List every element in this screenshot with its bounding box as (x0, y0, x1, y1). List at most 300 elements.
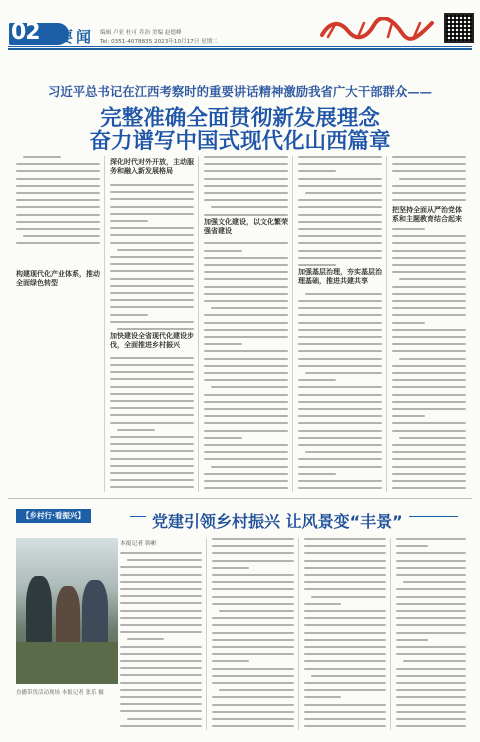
masthead-rule-thick (8, 48, 472, 50)
text-line (110, 486, 194, 488)
text-line (212, 711, 294, 713)
text-line (16, 178, 100, 180)
text-line (311, 596, 386, 598)
text-line (304, 617, 386, 619)
text-line (110, 386, 194, 388)
text-line (110, 414, 194, 416)
text-line (298, 444, 382, 446)
photo-figure (82, 580, 108, 646)
text-line (399, 278, 466, 280)
text-line (298, 242, 382, 244)
text-line (212, 617, 294, 619)
text-line (120, 610, 202, 612)
text-line (212, 696, 294, 698)
text-line (204, 415, 288, 417)
text-line (110, 465, 194, 467)
text-line (120, 696, 202, 698)
column-text (304, 538, 386, 730)
text-line (396, 545, 428, 547)
text-line (304, 660, 386, 662)
text-line (110, 278, 194, 280)
text-line (110, 321, 194, 323)
column-text (298, 156, 382, 492)
text-line (120, 602, 202, 604)
text-line (298, 458, 382, 460)
text-line (204, 163, 288, 165)
column-divider (206, 538, 207, 730)
text-line (304, 646, 386, 648)
story-separator (8, 498, 472, 499)
story2-column-4 (396, 538, 466, 730)
text-line (16, 163, 100, 165)
text-line (304, 603, 341, 605)
text-line (392, 300, 466, 302)
text-line (392, 466, 466, 468)
article-column-3 (204, 156, 288, 492)
subheading: 加快建设全省现代化建设步伐，全面推进乡村振兴 (110, 332, 194, 349)
text-line (212, 574, 294, 576)
text-line (120, 660, 202, 662)
subheading: 深化时代对外开放，主动服务和融入新发展格局 (110, 158, 194, 175)
text-line (392, 430, 466, 432)
text-line (392, 444, 466, 446)
text-line (298, 437, 382, 439)
text-line (110, 306, 194, 308)
text-line (120, 631, 202, 633)
text-line (110, 450, 194, 452)
text-line (298, 199, 382, 201)
text-line (204, 358, 288, 360)
text-line (219, 610, 294, 612)
column-text (212, 538, 294, 730)
text-line (204, 451, 288, 453)
text-line (204, 329, 288, 331)
text-line (204, 343, 242, 345)
text-line (110, 393, 194, 395)
text-line (392, 199, 466, 201)
text-line (392, 415, 425, 417)
text-line (298, 156, 382, 158)
editor-credits: 编辑 卢亚 杜可 乔治 美编 赵德峰 (100, 30, 182, 36)
text-line (16, 192, 100, 194)
text-line (298, 314, 382, 316)
text-line (304, 581, 386, 583)
text-line (120, 703, 202, 705)
text-line (392, 451, 466, 453)
text-line (212, 668, 294, 670)
text-line (204, 278, 288, 280)
text-line (110, 299, 194, 301)
text-line (212, 675, 294, 677)
text-line (304, 574, 386, 576)
text-line (204, 365, 288, 367)
text-line (304, 632, 386, 634)
subheading: 加强基层治理，夯实基层治理基础，推进共建共享 (298, 268, 382, 285)
text-line (298, 170, 336, 172)
text-line (120, 574, 202, 576)
text-line (16, 228, 100, 230)
text-line (204, 214, 288, 216)
text-line (304, 668, 386, 670)
text-line (396, 668, 466, 670)
text-line (392, 394, 466, 396)
qr-code (444, 13, 474, 43)
text-line (392, 156, 466, 158)
text-line (298, 480, 382, 482)
text-line (110, 242, 194, 244)
text-line (298, 206, 382, 208)
page-number: 02 (11, 20, 40, 45)
text-line (117, 429, 155, 431)
headline-kicker: 习近平总书记在江西考察时的重要讲话精神激励我省广大干部群众—— (47, 84, 433, 99)
text-line (204, 185, 288, 187)
text-line (399, 358, 466, 360)
text-line (392, 242, 466, 244)
text-line (396, 574, 466, 576)
text-line (120, 710, 202, 712)
text-line (298, 257, 382, 259)
text-line (212, 660, 249, 662)
text-line (298, 322, 382, 324)
story2-column-1 (120, 552, 202, 730)
text-line (298, 487, 382, 489)
text-line (298, 300, 382, 302)
column-tag: 【乡村行·看振兴】 (16, 509, 91, 523)
column-divider (292, 156, 293, 492)
text-line (298, 422, 382, 424)
text-line (212, 624, 294, 626)
text-line (120, 667, 202, 669)
column-divider (386, 156, 387, 492)
text-line (204, 422, 288, 424)
text-line (212, 588, 294, 590)
text-line (392, 422, 466, 424)
text-line (204, 271, 288, 273)
text-line (396, 632, 466, 634)
article-column-4 (298, 156, 382, 492)
text-line (304, 725, 386, 727)
text-line (396, 538, 466, 540)
text-line (117, 328, 194, 330)
text-line (204, 192, 288, 194)
text-line (212, 552, 294, 554)
issue-date: Tel: 0351-4078835 2023年10月17日 星期二 (100, 39, 218, 45)
text-line (396, 704, 466, 706)
text-line (204, 264, 288, 266)
text-line (110, 213, 194, 215)
text-line (392, 329, 466, 331)
text-line (110, 479, 194, 481)
column-divider (104, 156, 105, 492)
text-line (110, 263, 194, 265)
text-line (204, 379, 288, 381)
story-photo (16, 538, 118, 684)
column-text (110, 156, 194, 492)
text-line (396, 689, 466, 691)
masthead-rule (8, 46, 472, 47)
text-line (204, 444, 288, 446)
text-line (304, 704, 386, 706)
text-line (304, 689, 386, 691)
text-line (392, 271, 466, 273)
masthead (0, 0, 480, 48)
text-line (396, 711, 466, 713)
text-line (16, 199, 100, 201)
text-line (110, 184, 194, 186)
text-line (120, 646, 202, 648)
text-line (204, 487, 288, 489)
text-line (204, 401, 288, 403)
text-line (392, 322, 425, 324)
column-text (16, 156, 100, 492)
text-line (392, 480, 466, 482)
text-line (304, 711, 386, 713)
text-line (127, 718, 202, 720)
text-line (392, 458, 466, 460)
text-line (120, 674, 202, 676)
story2-title: 党建引领乡村振兴 让风景变“丰景” (146, 509, 409, 532)
text-line (298, 228, 382, 230)
text-line (392, 487, 466, 489)
text-line (392, 350, 466, 352)
text-line (298, 415, 382, 417)
text-line (392, 250, 466, 252)
text-line (110, 198, 194, 200)
text-line (16, 221, 100, 223)
text-line (298, 307, 382, 309)
text-line (110, 378, 194, 380)
text-line (304, 653, 386, 655)
text-line (298, 214, 382, 216)
text-line (298, 473, 336, 475)
text-line (396, 596, 466, 598)
text-line (212, 653, 294, 655)
text-line (204, 437, 242, 439)
text-line (211, 307, 288, 309)
text-line (120, 689, 202, 691)
text-line (110, 472, 194, 474)
story2-column-3 (304, 538, 386, 730)
text-line (120, 566, 202, 568)
text-line (110, 270, 194, 272)
text-line (298, 408, 382, 410)
newspaper-logo (318, 17, 436, 41)
text-line (298, 365, 382, 367)
text-line (110, 436, 194, 438)
text-line (298, 430, 382, 432)
text-line (392, 235, 466, 237)
text-line (403, 581, 466, 583)
text-line (212, 682, 294, 684)
text-line (23, 235, 100, 237)
text-line (396, 675, 466, 677)
text-line (298, 394, 382, 396)
text-line (298, 379, 336, 381)
text-line (305, 293, 382, 295)
text-line (211, 386, 288, 388)
text-line (204, 372, 288, 374)
text-line (396, 560, 466, 562)
text-line (304, 567, 386, 569)
text-line (204, 480, 288, 482)
text-line (110, 407, 194, 409)
text-line (304, 682, 386, 684)
text-line (298, 466, 382, 468)
text-line (298, 350, 382, 352)
text-line (204, 350, 288, 352)
column-text (396, 538, 466, 730)
text-line (399, 437, 466, 439)
text-line (396, 653, 466, 655)
text-line (204, 257, 288, 259)
text-line (396, 639, 428, 641)
article-column-5 (392, 156, 466, 492)
text-line (392, 365, 466, 367)
column-text (204, 156, 288, 492)
text-line (204, 199, 288, 201)
text-line (204, 394, 288, 396)
text-line (110, 285, 194, 287)
text-line (396, 567, 466, 569)
text-line (204, 293, 288, 295)
text-line (120, 624, 202, 626)
text-line (211, 466, 288, 468)
text-line (304, 538, 386, 540)
text-line (392, 257, 466, 259)
text-line (204, 300, 288, 302)
column-divider (198, 156, 199, 492)
text-line (396, 624, 466, 626)
headline-title-line2: 奋力谱写中国式现代化山西篇章 (89, 129, 391, 154)
text-line (298, 250, 382, 252)
photo-figure (56, 586, 80, 646)
text-line (16, 206, 100, 208)
text-line (298, 329, 382, 331)
text-line (392, 314, 466, 316)
text-line (120, 653, 202, 655)
article-column-1 (16, 156, 100, 492)
text-line (392, 386, 466, 388)
text-line (298, 178, 382, 180)
text-line (110, 443, 194, 445)
text-line (392, 336, 466, 338)
text-line (396, 646, 466, 648)
text-line (396, 610, 466, 612)
text-line (392, 379, 466, 381)
text-line (298, 343, 382, 345)
text-line (110, 314, 148, 316)
text-line (16, 242, 100, 244)
column-divider (298, 538, 299, 730)
text-line (396, 696, 466, 698)
text-line (120, 682, 202, 684)
subheading: 构建现代化产业体系，推动全面绿色转型 (16, 270, 100, 287)
text-line (396, 603, 466, 605)
text-line (204, 170, 288, 172)
text-line (392, 372, 466, 374)
photo-figure (26, 576, 52, 646)
text-line (204, 314, 288, 316)
text-line (16, 170, 100, 172)
text-line (396, 617, 466, 619)
text-line (392, 286, 466, 288)
text-line (204, 336, 288, 338)
text-line (110, 256, 194, 258)
text-line (110, 422, 194, 424)
text-line (304, 552, 386, 554)
text-line (23, 156, 61, 158)
text-line (212, 545, 294, 547)
subheading: 把坚持全面从严治党体系和主题教育结合起来 (392, 206, 462, 223)
text-line (212, 596, 294, 598)
text-line (120, 725, 202, 727)
text-line (392, 170, 466, 172)
text-line (120, 595, 202, 597)
article-column-2 (110, 156, 194, 492)
text-line (311, 675, 386, 677)
text-line (304, 588, 386, 590)
text-line (204, 156, 288, 158)
text-line (219, 689, 294, 691)
text-line (298, 163, 382, 165)
text-line (304, 624, 386, 626)
text-line (396, 588, 466, 590)
text-line (212, 718, 294, 720)
text-line (204, 458, 288, 460)
text-line (392, 343, 466, 345)
text-line (110, 220, 148, 222)
subheading: 加强文化建设，以文化繁荣强省建设 (204, 218, 288, 235)
text-line (212, 646, 294, 648)
text-line (204, 430, 288, 432)
text-line (298, 221, 382, 223)
text-line (212, 581, 294, 583)
story2-column-2 (212, 538, 294, 730)
text-line (396, 682, 466, 684)
text-line (212, 567, 249, 569)
text-line (392, 473, 466, 475)
text-line (392, 163, 466, 165)
text-line (16, 214, 100, 216)
section-name: 要闻 (58, 28, 95, 46)
text-line (305, 192, 382, 194)
text-line (403, 660, 466, 662)
text-line (204, 286, 288, 288)
text-line (212, 632, 294, 634)
text-line (120, 552, 202, 554)
text-line (212, 538, 294, 540)
text-line (396, 552, 466, 554)
text-line (16, 185, 100, 187)
text-line (110, 400, 194, 402)
text-line (204, 250, 242, 252)
text-line (304, 718, 386, 720)
text-line (110, 234, 194, 236)
text-line (392, 185, 466, 187)
text-line (298, 235, 382, 237)
text-line (110, 292, 194, 294)
text-line (304, 696, 341, 698)
text-line (392, 408, 466, 410)
text-line (110, 371, 194, 373)
text-line (298, 336, 382, 338)
text-line (298, 401, 382, 403)
text-line (392, 307, 466, 309)
text-line (110, 364, 194, 366)
column-divider (390, 538, 391, 730)
text-line (304, 610, 386, 612)
text-line (211, 206, 288, 208)
